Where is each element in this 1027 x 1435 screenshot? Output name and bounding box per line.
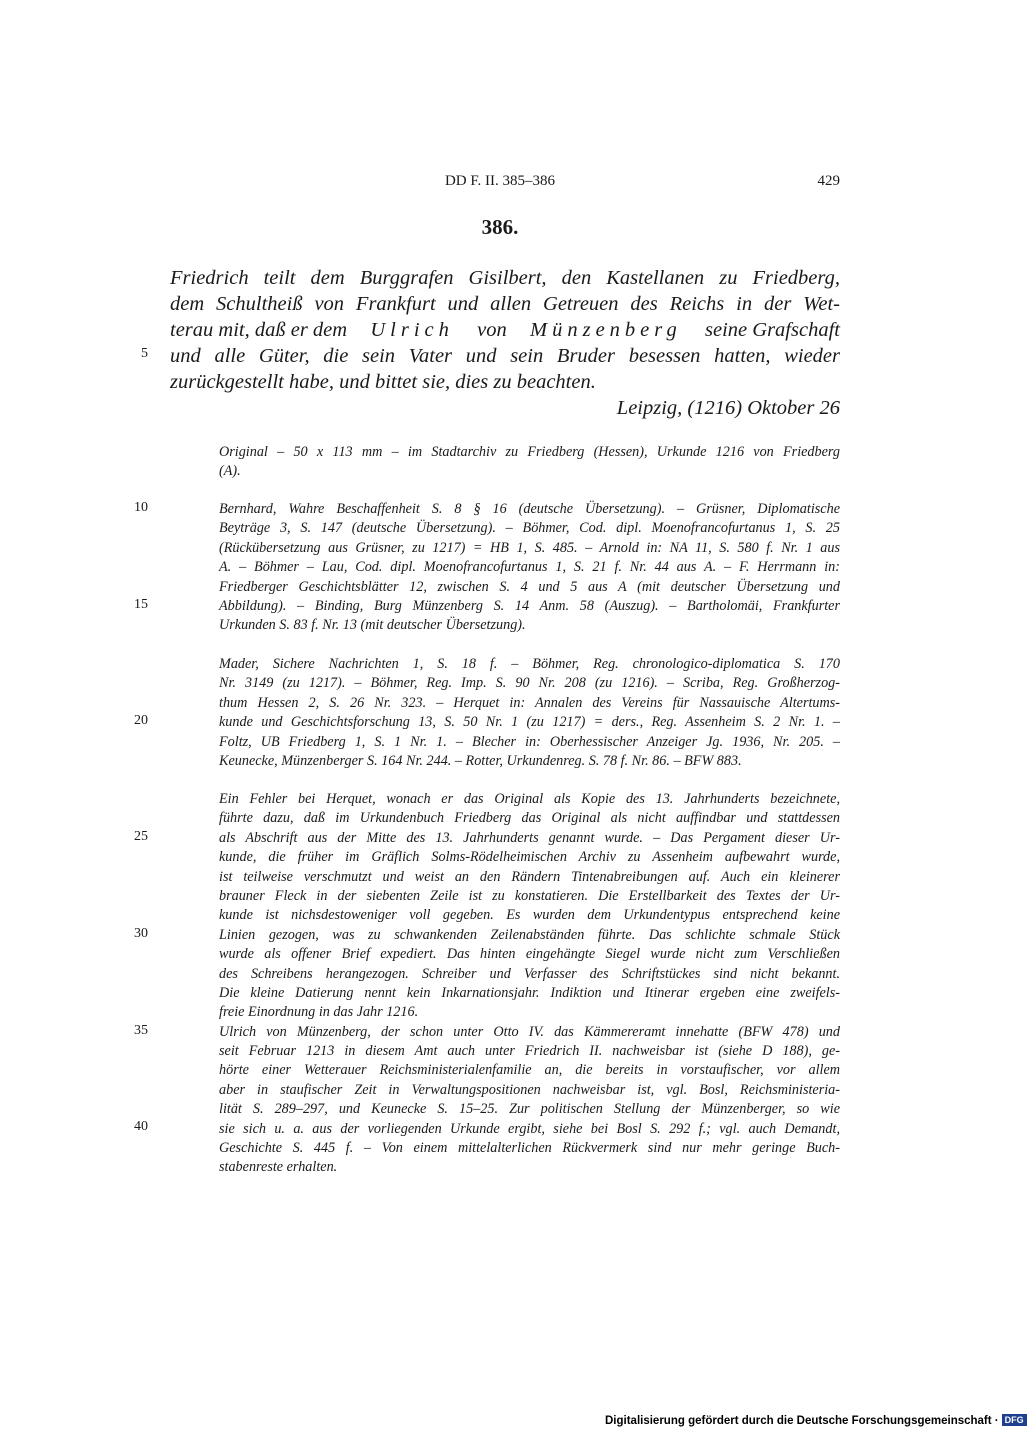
text-line: Ein Fehler bei Herquet, wonach er das Original als Kopie des 13. Jahrhunderts bezeichnete,	[219, 791, 840, 807]
text-line: seit Februar 1213 in diesem Amt auch unter Friedrich II. nachweisbar ist (siehe D 188), ge-	[219, 1043, 840, 1060]
text-line: Keunecke, Münzenberger S. 164 Nr. 244. – Rotter, Urkundenreg. S. 78 f. Nr. 86. – BFW 883.	[219, 752, 742, 769]
place-name-muenzenberg: Münzenberg	[530, 319, 682, 341]
text-line: thum Hessen 2, S. 26 Nr. 323. – Herquet in: Annalen des Vereins für Nassauische Altertums-	[219, 694, 840, 711]
text-line: Urkunden S. 83 f. Nr. 13 (mit deutscher Übersetzung).	[219, 617, 526, 634]
text-line: ist teilweise verschmutzt und weist an den Rändern Tintenabreibungen auf. Auch ein kleinerer	[219, 868, 840, 885]
regest-line	[170, 317, 840, 343]
line-number: 35	[134, 1023, 148, 1038]
text-line: stabenreste erhalten.	[219, 1159, 338, 1176]
running-header: DD F. II. 385–386	[444, 173, 556, 189]
text-line: wurde als offener Brief expediert. Das hinten eingehängte Siegel wurde nicht zum Verschließen	[219, 946, 840, 963]
text-line: kunde, die früher im Gräflich Solms-Rödelheimischen Archiv zu Assenheim aufbewahrt wurde,	[219, 849, 840, 866]
dfg-logo: DFG	[1002, 1414, 1027, 1426]
text-line: freie Einordnung in das Jahr 1216.	[219, 1004, 419, 1021]
regest-text: von	[477, 319, 507, 341]
text-line: sie sich u. a. aus der vorliegenden Urkunde ergibt, siehe bei Bosl S. 292 f.; vgl. auch Demandt,	[219, 1120, 840, 1137]
regest-text: seine Grafschaft	[705, 319, 840, 341]
page-number: 429	[817, 173, 840, 189]
prints-list	[219, 500, 840, 636]
text-line: führte dazu, daß im Urkundenbuch Friedberg das Original als nicht auffindbar und stattdessen	[219, 810, 840, 827]
text-line: Nr. 3149 (zu 1217). – Böhmer, Reg. Imp. S. 90 Nr. 208 (zu 1216). – Scriba, Reg. Großherzog-	[219, 675, 840, 692]
text-line: des Schreibens herangezogen. Schreiber und Verfasser des Schriftstückes sind nicht bekannt.	[219, 965, 840, 982]
regest-line: dem Schultheiß von Frankfurt und allen Getreuen des Reichs in der Wet-	[170, 293, 840, 315]
original-note	[219, 443, 840, 482]
text-line: Mader, Sichere Nachrichten 1, S. 18 f. – Böhmer, Reg. chronologico-diplomatica S. 170	[219, 656, 840, 672]
text-line: Abbildung). – Binding, Burg Münzenberg S. 14 Anm. 58 (Auszug). – Bartholomäi, Frankfurter	[219, 597, 840, 614]
regests-list	[219, 655, 840, 771]
regest-line: und alle Güter, die sein Vater und sein Bruder besessen hatten, wieder	[170, 345, 840, 367]
document-number: 386.	[481, 215, 519, 239]
regest	[170, 265, 840, 421]
text-line: Die kleine Datierung nennt kein Inkarnationsjahr. Indiktion und Itinerar ergeben eine zweifels-	[219, 984, 840, 1001]
line-number: 10	[134, 500, 148, 515]
text-line: Bernhard, Wahre Beschaffenheit S. 8 § 16 (deutsche Übersetzung). – Grüsner, Diplomatische	[219, 501, 840, 517]
text-line: Geschichte S. 445 f. – Von einem mittelalterlichen Rückvermerk sind nur mehr geringe Buch-	[219, 1140, 840, 1157]
line-number: 40	[134, 1119, 148, 1134]
text-line: kunde und Geschichtsforschung 13, S. 50 Nr. 1 (zu 1217) = ders., Reg. Assenheim S. 2 Nr. 1. –	[219, 714, 840, 731]
text-line: brauner Fleck in der siebenten Zeile ist zu konstatieren. Die Erstellbarkeit des Textes der Ur-	[219, 887, 840, 904]
text-line: hörte einer Wetterauer Reichsministerialenfamilie an, die bereits in vorstaufischer, vor allem	[219, 1062, 840, 1079]
commentary	[219, 790, 840, 1178]
text-line: Foltz, UB Friedberg 1, S. 1 Nr. 1. – Blecher in: Oberhessischer Anzeiger Jg. 1936, Nr. 205. –	[219, 733, 840, 750]
person-name-ulrich: Ulrich	[370, 319, 454, 341]
text-line: A. – Böhmer – Lau, Cod. dipl. Moenofrancofurtanus 1, S. 21 f. Nr. 44 aus A. – F. Herrmann in:	[219, 559, 840, 576]
digitization-credit	[605, 1414, 1027, 1427]
line-number: 20	[134, 713, 148, 728]
credit-text: Digitalisierung gefördert durch die Deutsche Forschungsgemeinschaft ·	[605, 1415, 999, 1427]
text-line: kunde ist nichsdestoweniger voll gegeben. Es wurden dem Urkundentypus entsprechend keine	[219, 907, 840, 924]
text-line: Friedberger Geschichtsblätter 12, zwischen S. 4 und 5 aus A (mit deutscher Übersetzung und	[219, 578, 840, 595]
regest-line: zurückgestellt habe, und bittet sie, dies zu beachten.	[170, 371, 596, 393]
text-line: Original – 50 x 113 mm – im Stadtarchiv zu Friedberg (Hessen), Urkunde 1216 von Friedberg	[219, 444, 840, 460]
line-number: 15	[134, 597, 148, 612]
dating-line: Leipzig, (1216) Oktober 26	[616, 397, 840, 419]
regest-line: Friedrich teilt dem Burggrafen Gisilbert, den Kastellanen zu Friedberg,	[170, 267, 840, 289]
text-line: Linien gezogen, was zu schwankenden Zeilenabständen führte. Das schlichte schmale Stück	[219, 926, 840, 943]
text-line: (A).	[219, 463, 241, 480]
text-line: (Rückübersetzung aus Grüsner, zu 1217) = HB 1, S. 485. – Arnold in: NA 11, S. 580 f. Nr. 1 aus	[219, 539, 840, 556]
text-line: Beyträge 3, S. 147 (deutsche Übersetzung). – Böhmer, Cod. dipl. Moenofrancofurtanus 1, S. 25	[219, 520, 840, 537]
regest-text: terau mit, daß er dem	[170, 319, 348, 341]
text-line: als Abschrift aus der Mitte des 13. Jahrhunderts genannt wurde. – Das Pergament dieser Ur-	[219, 829, 840, 846]
line-number: 30	[134, 926, 148, 941]
line-number: 25	[134, 829, 148, 844]
text-line: Ulrich von Münzenberg, der schon unter Otto IV. das Kämmereramt innehatte (BFW 478) und	[219, 1023, 840, 1040]
text-line: aber in staufischer Zeit in Verwaltungspositionen nachweisbar ist, vgl. Bosl, Reichsministeria-	[219, 1081, 840, 1098]
text-line: lität S. 289–297, und Keunecke S. 15–25. Zur politischen Stellung der Münzenberger, so wie	[219, 1101, 840, 1118]
line-number: 5	[141, 346, 148, 361]
